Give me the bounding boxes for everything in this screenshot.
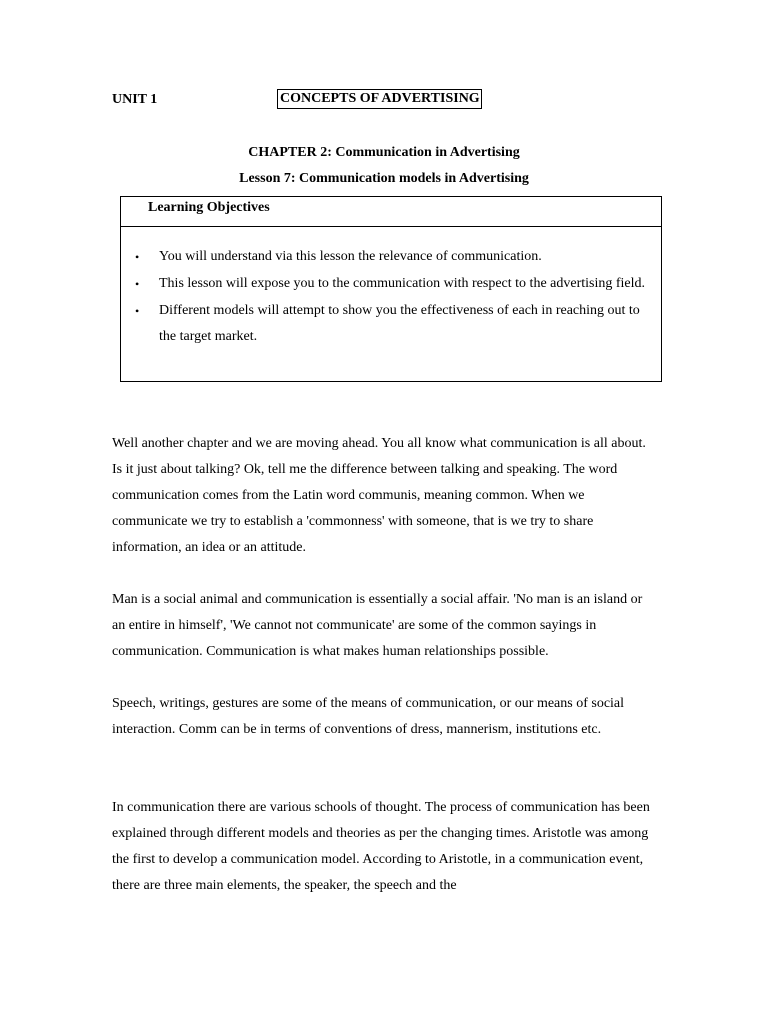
objective-item — [121, 271, 661, 297]
body-paragraph: In communication there are various schools of thought. The process of communication has been explained through different models and theories as per the changing times. Aristotle was among the first to develop a communication model. According to Aristotle, in a communication event, there are three main elements, the speaker, the speech and the — [112, 800, 650, 893]
lesson-title: Lesson 7: Communication models in Advertising — [239, 171, 529, 186]
learning-objectives-box — [120, 196, 662, 382]
body-paragraph: Speech, writings, gestures are some of the means of communication, or our means of social interaction. Comm can be in terms of conventions of dress, mannerism, institutions etc. — [112, 696, 625, 737]
unit-title: CONCEPTS OF ADVERTISING — [277, 89, 482, 109]
objective-item — [121, 244, 661, 270]
objective-text: Different models will attempt to show you the effectiveness of each in reaching out to the target market. — [159, 303, 640, 344]
learning-objectives-heading: Learning Objectives — [121, 197, 661, 227]
bullet-icon: • — [135, 304, 140, 318]
chapter-title: CHAPTER 2: Communication in Advertising — [248, 145, 520, 160]
body-paragraph: Well another chapter and we are moving ahead. You all know what communication is all about. Is it just about talking? Ok, tell me the difference between talking and speaking. The word communication comes from the Latin word communis, meaning common. When we communicate we try to establish a 'commonness' with someone, that is we try to share information, an idea or an attitude. — [112, 436, 646, 555]
objective-text: You will understand via this lesson the relevance of communication. — [159, 249, 542, 264]
bullet-icon: • — [135, 277, 140, 291]
unit-label: UNIT 1 — [112, 92, 158, 107]
objective-text: This lesson will expose you to the communication with respect to the advertising field. — [159, 276, 646, 291]
body-paragraph: Man is a social animal and communication is essentially a social affair. 'No man is an island or an entire in himself', 'We cannot not communicate' are some of the common sayings in communication. Communication is what makes human relationships possible. — [112, 592, 643, 659]
bullet-icon: • — [135, 250, 140, 264]
learning-objectives-list — [121, 244, 661, 351]
objective-item — [121, 298, 661, 350]
